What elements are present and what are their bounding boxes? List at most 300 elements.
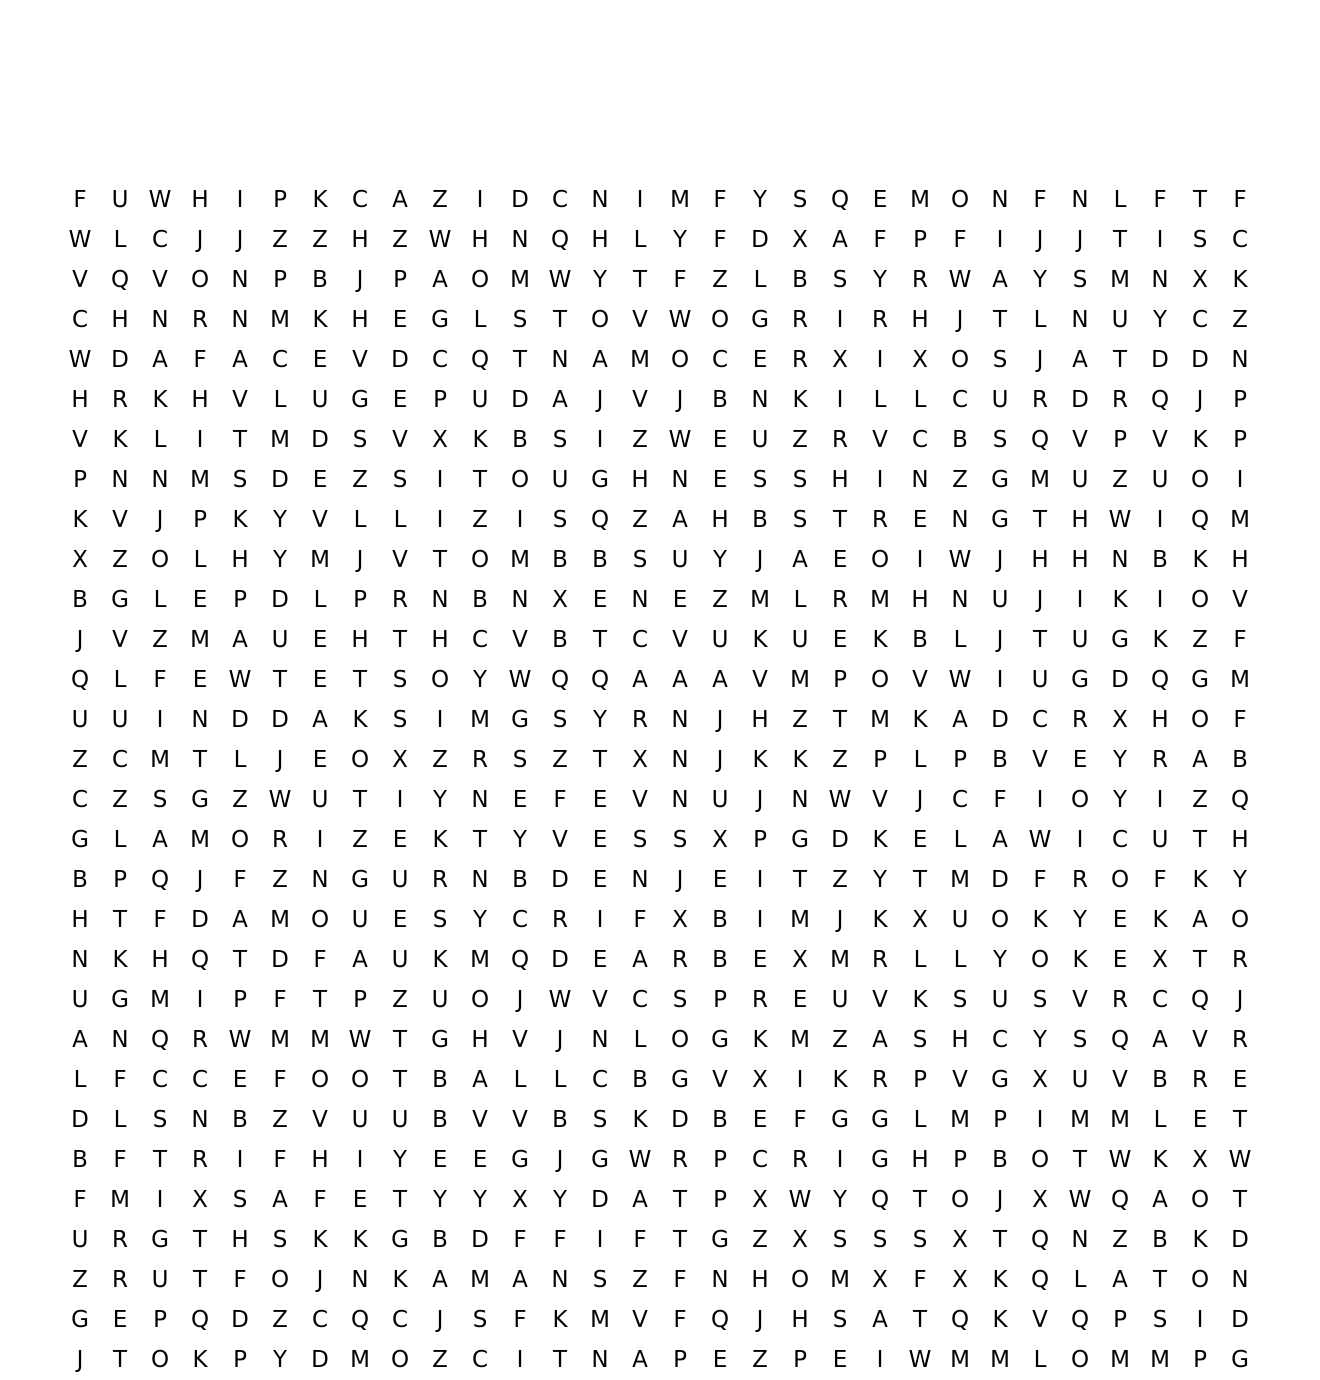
letter-cell[interactable]: A (152, 347, 168, 373)
letter-cell[interactable]: K (1032, 907, 1048, 933)
letter-cell[interactable]: A (952, 707, 968, 733)
letter-cell[interactable]: O (150, 547, 170, 573)
letter-cell[interactable]: O (950, 1187, 970, 1213)
letter-cell[interactable]: Q (110, 267, 130, 293)
letter-cell[interactable]: M (270, 427, 290, 453)
letter-cell[interactable]: K (112, 427, 128, 453)
letter-cell[interactable]: P (953, 747, 967, 773)
letter-cell[interactable]: S (1152, 1307, 1168, 1333)
letter-cell[interactable]: E (712, 867, 728, 893)
letter-cell[interactable]: H (751, 707, 769, 733)
letter-cell[interactable]: L (953, 947, 967, 973)
letter-cell[interactable]: U (951, 907, 969, 933)
letter-cell[interactable]: S (912, 1027, 928, 1053)
letter-cell[interactable]: Y (592, 267, 608, 293)
letter-cell[interactable]: R (792, 1147, 808, 1173)
letter-cell[interactable]: G (1191, 667, 1209, 693)
letter-cell[interactable]: P (953, 1147, 967, 1173)
letter-cell[interactable]: S (592, 1107, 608, 1133)
letter-cell[interactable]: D (511, 187, 529, 213)
letter-cell[interactable]: I (436, 707, 444, 733)
letter-cell[interactable]: K (112, 947, 128, 973)
letter-cell[interactable]: V (312, 1107, 328, 1133)
letter-cell[interactable]: S (272, 1227, 288, 1253)
letter-cell[interactable]: R (272, 827, 288, 853)
letter-cell[interactable]: Y (992, 947, 1008, 973)
letter-cell[interactable]: H (591, 227, 609, 253)
letter-cell[interactable]: B (1232, 747, 1248, 773)
letter-cell[interactable]: I (436, 507, 444, 533)
letter-cell[interactable]: L (513, 1067, 527, 1093)
letter-cell[interactable]: N (151, 467, 169, 493)
letter-cell[interactable]: F (73, 1187, 87, 1213)
letter-cell[interactable]: H (231, 1227, 249, 1253)
letter-cell[interactable]: S (512, 747, 528, 773)
letter-cell[interactable]: O (150, 1347, 170, 1373)
letter-cell[interactable]: S (232, 467, 248, 493)
letter-cell[interactable]: E (392, 387, 408, 413)
letter-cell[interactable]: C (191, 1067, 209, 1093)
letter-cell[interactable]: W (228, 1027, 252, 1053)
letter-cell[interactable]: V (872, 787, 888, 813)
letter-cell[interactable]: W (1068, 1187, 1092, 1213)
letter-cell[interactable]: U (991, 987, 1009, 1013)
letter-cell[interactable]: R (1192, 1067, 1208, 1093)
letter-cell[interactable]: K (1192, 867, 1208, 893)
letter-cell[interactable]: T (632, 267, 648, 293)
letter-cell[interactable]: N (671, 707, 689, 733)
letter-cell[interactable]: G (431, 307, 449, 333)
letter-cell[interactable]: K (992, 1307, 1008, 1333)
letter-cell[interactable]: N (511, 587, 529, 613)
letter-cell[interactable]: Z (72, 1267, 88, 1293)
letter-cell[interactable]: G (751, 307, 769, 333)
letter-cell[interactable]: H (1231, 547, 1249, 573)
letter-cell[interactable]: F (1153, 187, 1167, 213)
letter-cell[interactable]: V (312, 507, 328, 533)
letter-cell[interactable]: V (112, 627, 128, 653)
letter-cell[interactable]: P (713, 1147, 727, 1173)
letter-cell[interactable]: N (471, 867, 489, 893)
letter-cell[interactable]: F (113, 1147, 127, 1173)
letter-cell[interactable]: M (1110, 1107, 1130, 1133)
letter-cell[interactable]: D (231, 707, 249, 733)
letter-cell[interactable]: M (1070, 1107, 1090, 1133)
letter-cell[interactable]: Y (712, 547, 728, 573)
letter-cell[interactable]: E (792, 987, 808, 1013)
letter-cell[interactable]: V (752, 667, 768, 693)
letter-cell[interactable]: L (553, 1067, 567, 1093)
letter-cell[interactable]: V (632, 387, 648, 413)
letter-cell[interactable]: Z (632, 507, 648, 533)
letter-cell[interactable]: L (353, 507, 367, 533)
letter-cell[interactable]: O (190, 267, 210, 293)
letter-cell[interactable]: Q (830, 187, 850, 213)
letter-cell[interactable]: U (151, 1267, 169, 1293)
letter-cell[interactable]: N (911, 467, 929, 493)
letter-cell[interactable]: U (391, 867, 409, 893)
letter-cell[interactable]: X (512, 1187, 528, 1213)
letter-cell[interactable]: O (1070, 1347, 1090, 1373)
letter-cell[interactable]: N (351, 1267, 369, 1293)
letter-cell[interactable]: R (192, 307, 208, 333)
letter-cell[interactable]: I (1156, 587, 1164, 613)
letter-cell[interactable]: J (556, 1147, 564, 1173)
letter-cell[interactable]: C (351, 187, 369, 213)
letter-cell[interactable]: C (471, 627, 489, 653)
letter-cell[interactable]: Y (592, 707, 608, 733)
letter-cell[interactable]: Q (870, 1187, 890, 1213)
letter-cell[interactable]: I (1156, 227, 1164, 253)
letter-cell[interactable]: I (436, 467, 444, 493)
letter-cell[interactable]: R (872, 307, 888, 333)
letter-cell[interactable]: U (431, 987, 449, 1013)
letter-cell[interactable]: S (632, 827, 648, 853)
letter-cell[interactable]: B (712, 387, 728, 413)
letter-cell[interactable]: H (711, 507, 729, 533)
letter-cell[interactable]: E (832, 547, 848, 573)
letter-cell[interactable]: B (592, 547, 608, 573)
letter-cell[interactable]: K (432, 947, 448, 973)
letter-cell[interactable]: M (310, 1027, 330, 1053)
letter-cell[interactable]: K (152, 387, 168, 413)
letter-cell[interactable]: T (112, 907, 128, 933)
letter-cell[interactable]: G (991, 467, 1009, 493)
letter-cell[interactable]: J (996, 1187, 1004, 1213)
letter-cell[interactable]: D (1191, 347, 1209, 373)
letter-cell[interactable]: T (1032, 627, 1048, 653)
letter-cell[interactable]: G (391, 1227, 409, 1253)
letter-cell[interactable]: W (948, 267, 972, 293)
letter-cell[interactable]: A (592, 347, 608, 373)
letter-cell[interactable]: L (313, 587, 327, 613)
letter-cell[interactable]: E (712, 427, 728, 453)
letter-cell[interactable]: E (312, 667, 328, 693)
letter-cell[interactable]: E (1232, 1067, 1248, 1093)
letter-cell[interactable]: N (471, 787, 489, 813)
letter-cell[interactable]: I (996, 227, 1004, 253)
letter-cell[interactable]: F (153, 907, 167, 933)
letter-cell[interactable]: O (1190, 1187, 1210, 1213)
letter-cell[interactable]: K (1192, 547, 1208, 573)
letter-cell[interactable]: Q (1030, 427, 1050, 453)
letter-cell[interactable]: V (392, 547, 408, 573)
letter-cell[interactable]: B (912, 627, 928, 653)
letter-cell[interactable]: W (788, 1187, 812, 1213)
letter-cell[interactable]: I (156, 707, 164, 733)
letter-cell[interactable]: L (473, 307, 487, 333)
letter-cell[interactable]: R (1232, 1027, 1248, 1053)
letter-cell[interactable]: G (431, 1027, 449, 1053)
letter-cell[interactable]: T (192, 747, 208, 773)
letter-cell[interactable]: L (1033, 307, 1047, 333)
letter-cell[interactable]: T (1232, 1107, 1248, 1133)
letter-cell[interactable]: Q (70, 667, 90, 693)
letter-cell[interactable]: F (1233, 627, 1247, 653)
letter-cell[interactable]: I (1156, 507, 1164, 533)
letter-cell[interactable]: N (1111, 547, 1129, 573)
letter-cell[interactable]: L (753, 267, 767, 293)
letter-cell[interactable]: U (1071, 1067, 1089, 1093)
letter-cell[interactable]: I (1036, 787, 1044, 813)
letter-cell[interactable]: P (713, 987, 727, 1013)
letter-cell[interactable]: T (912, 1187, 928, 1213)
letter-cell[interactable]: H (151, 947, 169, 973)
letter-cell[interactable]: V (72, 427, 88, 453)
letter-cell[interactable]: K (1192, 1227, 1208, 1253)
letter-cell[interactable]: P (873, 747, 887, 773)
letter-cell[interactable]: K (552, 1307, 568, 1333)
letter-cell[interactable]: I (396, 787, 404, 813)
letter-cell[interactable]: N (231, 307, 249, 333)
letter-cell[interactable]: T (232, 947, 248, 973)
letter-cell[interactable]: Z (312, 227, 328, 253)
letter-cell[interactable]: S (432, 907, 448, 933)
letter-cell[interactable]: V (512, 1027, 528, 1053)
letter-cell[interactable]: B (712, 907, 728, 933)
letter-cell[interactable]: B (632, 1067, 648, 1093)
letter-cell[interactable]: N (631, 587, 649, 613)
letter-cell[interactable]: M (790, 667, 810, 693)
letter-cell[interactable]: O (670, 1027, 690, 1053)
letter-cell[interactable]: X (432, 427, 448, 453)
letter-cell[interactable]: J (316, 1267, 324, 1293)
letter-cell[interactable]: S (232, 1187, 248, 1213)
letter-cell[interactable]: J (1236, 987, 1244, 1013)
letter-cell[interactable]: N (591, 1347, 609, 1373)
letter-cell[interactable]: R (1072, 867, 1088, 893)
letter-cell[interactable]: C (751, 1147, 769, 1173)
letter-cell[interactable]: X (1032, 1187, 1048, 1213)
letter-cell[interactable]: F (1153, 867, 1167, 893)
letter-cell[interactable]: Z (112, 547, 128, 573)
letter-cell[interactable]: L (953, 627, 967, 653)
letter-cell[interactable]: V (1192, 1027, 1208, 1053)
letter-cell[interactable]: A (552, 387, 568, 413)
letter-cell[interactable]: C (391, 1307, 409, 1333)
letter-cell[interactable]: J (756, 787, 764, 813)
letter-cell[interactable]: X (752, 1187, 768, 1213)
letter-cell[interactable]: J (756, 1307, 764, 1333)
letter-cell[interactable]: Q (590, 667, 610, 693)
letter-cell[interactable]: F (1233, 707, 1247, 733)
letter-cell[interactable]: F (153, 667, 167, 693)
letter-cell[interactable]: U (711, 787, 729, 813)
letter-cell[interactable]: I (756, 867, 764, 893)
letter-cell[interactable]: S (1072, 267, 1088, 293)
letter-cell[interactable]: B (512, 427, 528, 453)
letter-cell[interactable]: J (76, 1347, 84, 1373)
letter-cell[interactable]: V (112, 507, 128, 533)
letter-cell[interactable]: Q (950, 1307, 970, 1333)
letter-cell[interactable]: F (673, 1267, 687, 1293)
letter-cell[interactable]: I (1196, 1307, 1204, 1333)
letter-cell[interactable]: K (1232, 267, 1248, 293)
letter-cell[interactable]: T (472, 827, 488, 853)
letter-cell[interactable]: U (351, 907, 369, 933)
letter-cell[interactable]: O (470, 547, 490, 573)
letter-cell[interactable]: T (1192, 827, 1208, 853)
letter-cell[interactable]: N (791, 787, 809, 813)
letter-cell[interactable]: Y (1032, 267, 1048, 293)
letter-cell[interactable]: M (1110, 267, 1130, 293)
letter-cell[interactable]: G (71, 827, 89, 853)
letter-cell[interactable]: H (351, 307, 369, 333)
letter-cell[interactable]: H (471, 1027, 489, 1053)
letter-cell[interactable]: R (1032, 387, 1048, 413)
letter-cell[interactable]: V (1152, 427, 1168, 453)
letter-cell[interactable]: F (673, 267, 687, 293)
letter-cell[interactable]: A (432, 267, 448, 293)
letter-cell[interactable]: L (393, 507, 407, 533)
letter-cell[interactable]: E (1072, 747, 1088, 773)
letter-cell[interactable]: V (672, 627, 688, 653)
letter-cell[interactable]: Z (952, 467, 968, 493)
letter-cell[interactable]: G (791, 827, 809, 853)
letter-cell[interactable]: C (471, 1347, 489, 1373)
letter-cell[interactable]: S (472, 1307, 488, 1333)
letter-cell[interactable]: R (1072, 707, 1088, 733)
letter-cell[interactable]: Z (112, 787, 128, 813)
letter-cell[interactable]: N (591, 187, 609, 213)
letter-cell[interactable]: A (1192, 747, 1208, 773)
letter-cell[interactable]: V (712, 1067, 728, 1093)
letter-cell[interactable]: I (356, 1147, 364, 1173)
letter-cell[interactable]: V (392, 427, 408, 453)
letter-cell[interactable]: I (236, 187, 244, 213)
letter-cell[interactable]: Q (1190, 987, 1210, 1013)
letter-cell[interactable]: I (1156, 787, 1164, 813)
letter-cell[interactable]: C (71, 787, 89, 813)
letter-cell[interactable]: A (152, 827, 168, 853)
letter-cell[interactable]: E (592, 867, 608, 893)
letter-cell[interactable]: O (1030, 1147, 1050, 1173)
letter-cell[interactable]: K (472, 427, 488, 453)
letter-cell[interactable]: G (671, 1067, 689, 1093)
letter-cell[interactable]: N (511, 227, 529, 253)
letter-cell[interactable]: E (352, 1187, 368, 1213)
letter-cell[interactable]: S (672, 827, 688, 853)
letter-cell[interactable]: P (1113, 427, 1127, 453)
letter-cell[interactable]: H (71, 387, 89, 413)
letter-cell[interactable]: C (311, 1307, 329, 1333)
letter-cell[interactable]: M (510, 547, 530, 573)
letter-cell[interactable]: H (351, 227, 369, 253)
letter-cell[interactable]: R (392, 587, 408, 613)
letter-cell[interactable]: T (392, 1067, 408, 1093)
letter-cell[interactable]: Y (272, 547, 288, 573)
letter-cell[interactable]: E (592, 947, 608, 973)
letter-cell[interactable]: O (710, 307, 730, 333)
letter-cell[interactable]: Q (510, 947, 530, 973)
letter-cell[interactable]: W (348, 1027, 372, 1053)
letter-cell[interactable]: F (513, 1227, 527, 1253)
letter-cell[interactable]: L (1033, 1347, 1047, 1373)
letter-cell[interactable]: D (71, 1107, 89, 1133)
letter-cell[interactable]: G (831, 1107, 849, 1133)
letter-cell[interactable]: M (950, 867, 970, 893)
letter-cell[interactable]: Y (472, 1187, 488, 1213)
letter-cell[interactable]: I (1236, 467, 1244, 493)
letter-cell[interactable]: M (1110, 1347, 1130, 1373)
letter-cell[interactable]: T (312, 987, 328, 1013)
letter-cell[interactable]: P (793, 1347, 807, 1373)
letter-cell[interactable]: F (113, 1067, 127, 1093)
letter-cell[interactable]: E (752, 947, 768, 973)
letter-cell[interactable]: B (72, 867, 88, 893)
letter-cell[interactable]: I (596, 1227, 604, 1253)
letter-cell[interactable]: A (872, 1027, 888, 1053)
letter-cell[interactable]: M (750, 587, 770, 613)
letter-cell[interactable]: A (992, 267, 1008, 293)
letter-cell[interactable]: Z (752, 1227, 768, 1253)
letter-cell[interactable]: V (952, 1067, 968, 1093)
letter-cell[interactable]: T (152, 1147, 168, 1173)
letter-cell[interactable]: J (1076, 227, 1084, 253)
letter-cell[interactable]: T (1112, 347, 1128, 373)
letter-cell[interactable]: V (472, 1107, 488, 1133)
letter-cell[interactable]: G (871, 1147, 889, 1173)
letter-cell[interactable]: P (273, 267, 287, 293)
letter-cell[interactable]: S (152, 787, 168, 813)
letter-cell[interactable]: H (831, 467, 849, 493)
letter-cell[interactable]: F (313, 947, 327, 973)
letter-cell[interactable]: O (590, 307, 610, 333)
letter-cell[interactable]: E (872, 187, 888, 213)
letter-cell[interactable]: V (872, 987, 888, 1013)
letter-cell[interactable]: K (912, 987, 928, 1013)
letter-cell[interactable]: U (1151, 827, 1169, 853)
letter-cell[interactable]: B (712, 1107, 728, 1133)
letter-cell[interactable]: S (392, 467, 408, 493)
letter-cell[interactable]: R (552, 907, 568, 933)
letter-cell[interactable]: M (470, 947, 490, 973)
letter-cell[interactable]: W (228, 667, 252, 693)
letter-cell[interactable]: U (71, 707, 89, 733)
letter-cell[interactable]: W (628, 1147, 652, 1173)
letter-cell[interactable]: Y (752, 187, 768, 213)
letter-cell[interactable]: M (830, 1267, 850, 1293)
letter-cell[interactable]: A (72, 1027, 88, 1053)
letter-cell[interactable]: I (836, 1147, 844, 1173)
letter-cell[interactable]: U (471, 387, 489, 413)
letter-cell[interactable]: Q (1030, 1227, 1050, 1253)
letter-cell[interactable]: X (672, 907, 688, 933)
letter-cell[interactable]: L (113, 1107, 127, 1133)
letter-cell[interactable]: Z (1192, 787, 1208, 813)
letter-cell[interactable]: R (1152, 747, 1168, 773)
letter-cell[interactable]: N (551, 1267, 569, 1293)
letter-cell[interactable]: V (1072, 427, 1088, 453)
letter-cell[interactable]: I (836, 387, 844, 413)
letter-cell[interactable]: M (270, 307, 290, 333)
letter-cell[interactable]: K (792, 747, 808, 773)
letter-cell[interactable]: B (552, 627, 568, 653)
letter-cell[interactable]: O (230, 827, 250, 853)
letter-cell[interactable]: L (913, 747, 927, 773)
letter-cell[interactable]: G (151, 1227, 169, 1253)
letter-cell[interactable]: Q (470, 347, 490, 373)
letter-cell[interactable]: I (1076, 587, 1084, 613)
letter-cell[interactable]: A (992, 827, 1008, 853)
letter-cell[interactable]: A (632, 667, 648, 693)
letter-cell[interactable]: M (950, 1107, 970, 1133)
letter-cell[interactable]: P (1233, 387, 1247, 413)
letter-cell[interactable]: D (831, 827, 849, 853)
letter-cell[interactable]: S (832, 1307, 848, 1333)
letter-cell[interactable]: J (276, 747, 284, 773)
letter-cell[interactable]: I (316, 827, 324, 853)
